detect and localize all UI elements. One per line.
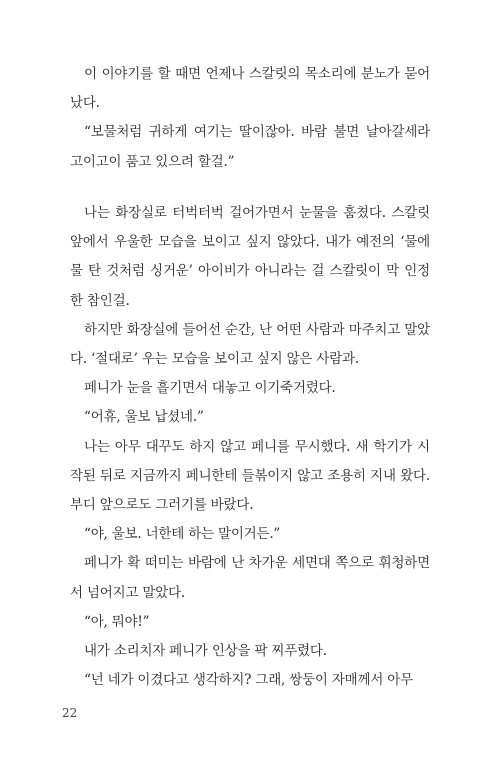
paragraph: 하지만 화장실에 들어선 순간, 난 어떤 사람과 마주치고 말았다. ‘절대로’ 우는 모습을 보이고 싶지 않은 사람과. <box>70 321 430 368</box>
paragraph: “아, 뭐야!” <box>84 613 150 630</box>
paragraph: 나는 화장실로 터벅터벅 걸어가면서 눈물을 훔쳤다. 스칼릿 앞에서 우울한 모습을 보이고 싶지 않았다. 내가 예전의 ‘물에 물 탄 것처럼 싱거운’ 아이비가 아니라는 걸 스칼릿이 막 인정한 참인걸. <box>70 205 430 309</box>
page-number: 22 <box>62 706 78 720</box>
paragraph: 나는 아무 대꾸도 하지 않고 페니를 무시했다. 새 학기가 시작된 뒤로 지금까지 페니한테 들볶이지 않고 조용히 지내 왔다. 부디 앞으로도 그러기를 바랐다. <box>70 438 430 514</box>
paragraph: “보물처럼 귀하게 여기는 딸이잖아. 바람 불면 날아갈세라 고이고이 품고 있으려 할걸.” <box>70 124 430 170</box>
text-block-top <box>70 60 430 177</box>
paragraph: 이 이야기를 할 때면 언제나 스칼릿의 목소리에 분노가 묻어났다. <box>70 66 430 112</box>
paragraph: “야, 울보. 너한테 하는 말이거든.” <box>84 526 281 543</box>
paragraph: 페니가 확 떠미는 바람에 난 차가운 세면대 쪽으로 휘청하면서 넘어지고 말았다. <box>70 555 430 601</box>
paragraph: “어휴, 울보 납셨네.” <box>84 409 204 426</box>
text-block-main <box>70 199 430 695</box>
paragraph: 페니가 눈을 흘기면서 대놓고 이기죽거렸다. <box>84 380 336 397</box>
paragraph: 내가 소리치자 페니가 인상을 팍 찌푸렸다. <box>84 643 327 660</box>
paragraph: “넌 네가 이겼다고 생각하지? 그래, 쌍둥이 자매께서 아무 <box>84 672 413 689</box>
